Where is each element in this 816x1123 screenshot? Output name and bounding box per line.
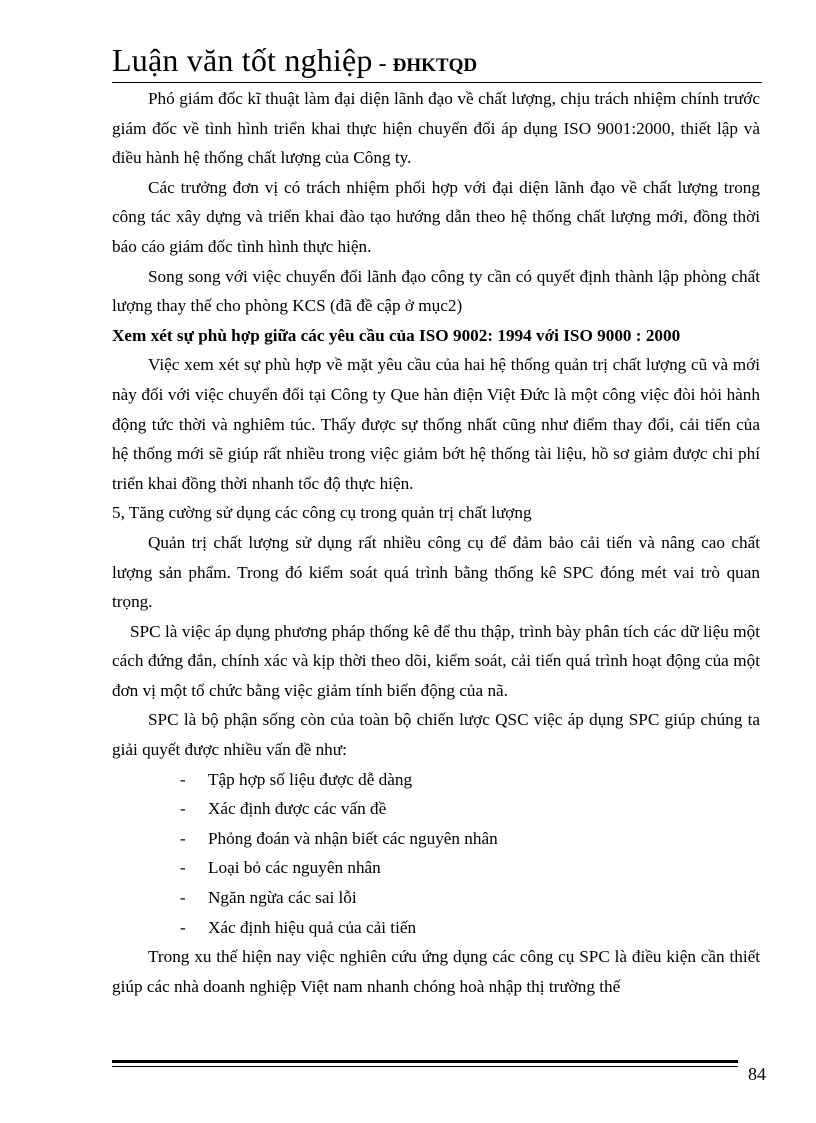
- paragraph: SPC là bộ phận sống còn của toàn bộ chiến lược QSC việc áp dụng SPC giúp chúng ta giải quyết được nhiều vấn đề như:: [112, 710, 760, 760]
- footer-rule-thin: [112, 1066, 738, 1067]
- paragraph: Song song với việc chuyển đổi lãnh đạo công ty cần có quyết định thành lập phòng chất lượng thay thế cho phòng KCS (đã đề cập ở mục2): [112, 266, 760, 316]
- page-header: [112, 40, 762, 83]
- document-title: Luận văn tốt nghiệp: [112, 42, 373, 78]
- paragraph: Việc xem xét sự phù hợp về mặt yêu cầu của hai hệ thống quản trị chất lượng cũ và mới này đối với việc chuyển đổi tại Công ty Que hàn điện Việt Đức là một công việc đòi hỏi hành động tức thời và nghiêm túc. Thấy được sự thống nhất cũng như điểm thay đổi, cải tiến của hệ thống mới sẽ giúp rất nhiều trong việc giảm bớt hệ thống tài liệu, hồ sơ giảm được chi phí triển khai đồng thời nhanh tốc độ thực hiện.: [112, 355, 760, 493]
- page-number: 84: [748, 1064, 766, 1084]
- paragraph: Phó giám đốc kĩ thuật làm đại diện lãnh đạo về chất lượng, chịu trách nhiệm chính trước giám đốc về tình hình triển khai thực hiện chuyển đổi áp dụng ISO 9001:2000, thiết lập và điều hành hệ thống chất lượng của Công ty.: [112, 89, 760, 168]
- section-heading: Xem xét sự phù hợp giữa các yêu cầu của ISO 9002: 1994 với ISO 9000 : 2000: [112, 325, 681, 345]
- list-item: - Loại bỏ các nguyên nhân: [112, 853, 760, 883]
- list-item: - Tập hợp số liệu được dễ dàng: [112, 765, 760, 795]
- bullet-list: [112, 765, 760, 943]
- paragraph: Trong xu thế hiện nay việc nghiên cứu ứng dụng các công cụ SPC là điều kiện cần thiết giúp các nhà doanh nghiệp Việt nam nhanh chóng hoà nhập thị trường thế: [112, 947, 760, 996]
- document-body: [112, 84, 760, 1001]
- footer-rule-thick: [112, 1060, 738, 1063]
- header-separator: -: [372, 51, 393, 77]
- paragraph: Quản trị chất lượng sử dụng rất nhiều công cụ để đảm bảo cải tiến và nâng cao chất lượng sản phẩm. Trong đó kiểm soát quá trình bằng thống kê SPC đóng mét vai trò quan trọng.: [112, 532, 760, 612]
- section-heading: 5, Tăng cường sử dụng các công cụ trong quản trị chất lượng: [112, 503, 532, 523]
- list-item: - Xác định hiệu quả của cải tiến: [112, 913, 760, 943]
- paragraph: SPC là việc áp dụng phương pháp thống kê để thu thập, trình bày phân tích các dữ liệu một cách đứng đắn, chính xác và kịp thời theo dõi, kiểm soát, cải tiến quá trình hoạt động của một đơn vị một tổ chức bằng việc giảm tính biến động của nã.: [112, 621, 760, 700]
- list-item: - Ngăn ngừa các sai lỗi: [112, 883, 760, 913]
- list-item: - Xác định được các vấn đề: [112, 794, 760, 824]
- list-item: - Phỏng đoán và nhận biết các nguyên nhân: [112, 824, 760, 854]
- header-subtitle: ĐHKTQD: [392, 55, 478, 76]
- paragraph: Các trưởng đơn vị có trách nhiệm phối hợp với đại diện lãnh đạo về chất lượng trong công tác xây dựng và triển khai đào tạo hướng dẫn theo hệ thống chất lượng mới, đồng thời báo cáo giám đốc tình hình thực hiện.: [112, 177, 760, 256]
